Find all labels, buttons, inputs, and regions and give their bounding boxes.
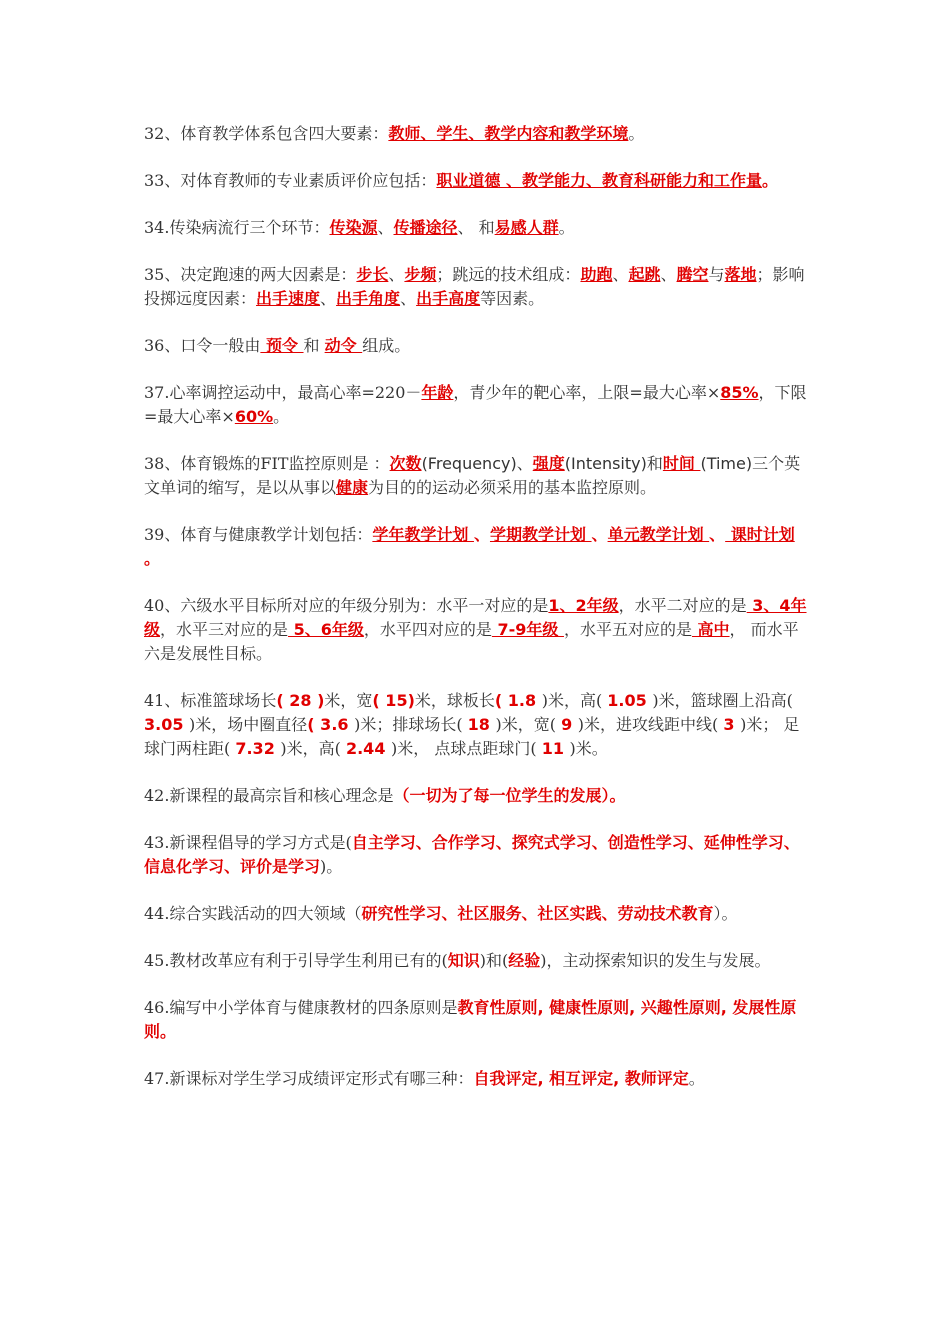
question-text: 。 bbox=[273, 407, 290, 426]
answer-text: 、 bbox=[709, 525, 726, 544]
question-text: )米，高( bbox=[541, 691, 608, 710]
answer-text: 18 bbox=[467, 715, 496, 734]
question-text: )米，宽( bbox=[495, 715, 562, 734]
question-text: )米，高( bbox=[280, 739, 346, 758]
question-text: )，主动探索知识的发生与发展。 bbox=[540, 951, 771, 970]
answer-text: 教育性原则, 健康性原则, 兴趣性原则, 发展性原则。 bbox=[144, 998, 797, 1041]
answer-text: 腾空 bbox=[676, 265, 709, 284]
question-text: 三个英文单词的缩写，是以从事以 bbox=[144, 454, 801, 497]
answer-text: ( 1.8 bbox=[494, 691, 542, 710]
answer-text: ( 15) bbox=[372, 691, 415, 710]
question-text: (Intensity)和 bbox=[564, 454, 663, 473]
question-text: )和( bbox=[479, 951, 509, 970]
question-text: ；影响投掷远度因素： bbox=[144, 265, 805, 308]
answer-text: 1.05 bbox=[607, 691, 653, 710]
question-text: 35、决定跑速的两大因素是： bbox=[144, 265, 357, 284]
question-text: 39、体育与健康教学计划包括： bbox=[144, 525, 373, 544]
question-text: 米，宽 bbox=[324, 691, 373, 710]
answer-text: （一切为了每一位学生的发展）。 bbox=[393, 786, 626, 805]
answer-text: 5、6年级 bbox=[288, 620, 364, 639]
question-text: 44.综合实践活动的四大领域（ bbox=[144, 904, 362, 923]
question-text: 米，球板长 bbox=[414, 691, 495, 710]
answer-text: 课时计划 bbox=[725, 525, 795, 544]
question-item bbox=[144, 263, 814, 311]
answer-text: 60% bbox=[234, 407, 274, 426]
question-item bbox=[144, 169, 814, 193]
answer-text: ( 28 ) bbox=[276, 691, 325, 710]
answer-text: 高中 bbox=[691, 620, 730, 639]
question-item bbox=[144, 996, 814, 1044]
document-page bbox=[144, 122, 814, 1114]
question-text: 47.新课标对学生学习成绩评定形式有哪三种： bbox=[144, 1069, 474, 1088]
answer-text: 时间 bbox=[662, 454, 701, 473]
question-text: ，青少年的靶心率，上限=最大心率× bbox=[453, 383, 721, 402]
question-text: 33、对体育教师的专业素质评价应包括： bbox=[144, 171, 437, 190]
answer-text: 9 bbox=[561, 715, 578, 734]
question-item bbox=[144, 689, 814, 761]
question-item bbox=[144, 452, 814, 500]
question-item bbox=[144, 949, 814, 973]
question-item bbox=[144, 1067, 814, 1091]
question-text: )米；排球场长( bbox=[354, 715, 468, 734]
question-text: )米， 点球点距球门( bbox=[391, 739, 542, 758]
question-text: ，水平三对应的是 bbox=[160, 620, 289, 639]
answer-text: 教师、学生、教学内容和教学环境 bbox=[388, 124, 629, 143]
answer-text: 3 bbox=[723, 715, 741, 734]
question-text: 为目的的运动必须采用的基本监控原则。 bbox=[368, 478, 657, 497]
question-text: )米。 bbox=[569, 739, 608, 758]
question-text: 34.传染病流行三个环节： bbox=[144, 218, 330, 237]
answer-text: 步长 bbox=[356, 265, 389, 284]
question-text: 32、体育教学体系包含四大要素： bbox=[144, 124, 389, 143]
question-text: 和 bbox=[303, 336, 325, 355]
answer-text: 预令 bbox=[260, 336, 304, 355]
question-item bbox=[144, 831, 814, 879]
question-text: 41、标准篮球场长 bbox=[144, 691, 277, 710]
question-item bbox=[144, 523, 814, 571]
answer-text: 学期教学计划 bbox=[489, 525, 592, 544]
question-text: 40、六级水平目标所对应的年级分别为：水平一对应的是 bbox=[144, 596, 549, 615]
answer-text: 11 bbox=[541, 739, 570, 758]
answer-text: 强度 bbox=[532, 454, 565, 473]
question-text: 、 bbox=[377, 218, 394, 237]
question-text: 42.新课程的最高宗旨和核心理念是 bbox=[144, 786, 394, 805]
question-text: 、 bbox=[400, 289, 417, 308]
answer-text: 自我评定, 相互评定, 教师评定 bbox=[473, 1069, 689, 1088]
answer-text: 出手角度 bbox=[336, 289, 401, 308]
answer-text: 学年教学计划 bbox=[372, 525, 474, 544]
answer-text: 健康 bbox=[336, 478, 369, 497]
question-text: 、 bbox=[660, 265, 677, 284]
answer-text: 出手速度 bbox=[256, 289, 321, 308]
answer-text: 职业道德 、教学能力、教育科研能力和工作量 bbox=[436, 171, 762, 190]
answer-text: 3、4年级 bbox=[144, 596, 807, 639]
question-text: 组成。 bbox=[362, 336, 411, 355]
question-item bbox=[144, 334, 814, 358]
answer-text: 85% bbox=[720, 383, 759, 402]
question-text: (Time) bbox=[700, 454, 753, 473]
question-text: 、 bbox=[320, 289, 337, 308]
question-item bbox=[144, 381, 814, 429]
answer-text: 传播途径 bbox=[393, 218, 458, 237]
answer-text: 2.44 bbox=[345, 739, 392, 758]
question-text: ，水平五对应的是 bbox=[563, 620, 692, 639]
question-text: 46.编写中小学体育与健康教材的四条原则是 bbox=[144, 998, 458, 1017]
question-text: )。 bbox=[320, 857, 343, 876]
answer-text: 7.32 bbox=[235, 739, 281, 758]
answer-text: 步频 bbox=[404, 265, 437, 284]
answer-text: 助跑 bbox=[580, 265, 613, 284]
answer-text: 知识 bbox=[447, 951, 480, 970]
question-text: ，水平四对应的是 bbox=[363, 620, 492, 639]
answer-text: 落地 bbox=[724, 265, 757, 284]
answer-text: 、 bbox=[473, 525, 490, 544]
question-text: (Frequency)、 bbox=[421, 454, 533, 473]
answer-text: 单元教学计划 bbox=[607, 525, 710, 544]
answer-text: 1、2年级 bbox=[548, 596, 619, 615]
question-text: ， 而水平六是发展性目标。 bbox=[144, 620, 799, 663]
question-text: 。 bbox=[558, 218, 575, 237]
question-text: )米，进攻线距中线( bbox=[577, 715, 724, 734]
question-text: 36、口令一般由 bbox=[144, 336, 261, 355]
question-item bbox=[144, 594, 814, 666]
question-text: 38、体育锻炼的FIT监控原则是 ： bbox=[144, 454, 390, 473]
answer-text: 起跳 bbox=[628, 265, 661, 284]
answer-text: 易感人群 bbox=[494, 218, 559, 237]
question-text: 、 bbox=[388, 265, 405, 284]
answer-text: ( 3.6 bbox=[307, 715, 355, 734]
question-text: )米，场中圈直径 bbox=[189, 715, 308, 734]
answer-text: 经验 bbox=[508, 951, 541, 970]
question-item bbox=[144, 216, 814, 240]
question-text: 37.心率调控运动中，最高心率=220－ bbox=[144, 383, 422, 402]
answer-text: 自主学习、合作学习、探究式学习、创造性学习、延伸性学习、信息化学习、评价是学习 bbox=[144, 833, 800, 876]
question-text: 43.新课程倡导的学习方式是( bbox=[144, 833, 352, 852]
answer-text: 、 bbox=[591, 525, 608, 544]
question-text: ）。 bbox=[713, 904, 738, 923]
answer-text: 传染源 bbox=[329, 218, 378, 237]
answer-text: 次数 bbox=[389, 454, 422, 473]
question-item bbox=[144, 784, 814, 808]
answer-text: 动令 bbox=[324, 336, 363, 355]
question-item bbox=[144, 122, 814, 146]
question-text: 与 bbox=[708, 265, 725, 284]
question-text: 、 和 bbox=[457, 218, 495, 237]
question-text: 。 bbox=[688, 1069, 705, 1088]
question-text: )米； 足球门两柱距( bbox=[144, 715, 800, 758]
answer-text: 。 bbox=[761, 171, 778, 190]
question-text: )米，篮球圈上沿高( bbox=[652, 691, 793, 710]
answer-text: 。 bbox=[144, 549, 161, 568]
question-text: ；跳远的技术组成： bbox=[436, 265, 581, 284]
answer-text: 研究性学习、社区服务、社区实践、劳动技术教育 bbox=[361, 904, 714, 923]
question-text: 。 bbox=[628, 124, 645, 143]
answer-text: 7-9年级 bbox=[491, 620, 564, 639]
question-text: 、 bbox=[612, 265, 629, 284]
answer-text: 3.05 bbox=[144, 715, 190, 734]
question-text: 等因素。 bbox=[480, 289, 545, 308]
question-text: ，下限=最大心率× bbox=[144, 383, 807, 426]
question-item bbox=[144, 902, 814, 926]
question-text: 45.教材改革应有利于引导学生利用已有的( bbox=[144, 951, 448, 970]
answer-text: 年龄 bbox=[421, 383, 454, 402]
answer-text: 出手高度 bbox=[416, 289, 481, 308]
question-text: ，水平二对应的是 bbox=[618, 596, 747, 615]
